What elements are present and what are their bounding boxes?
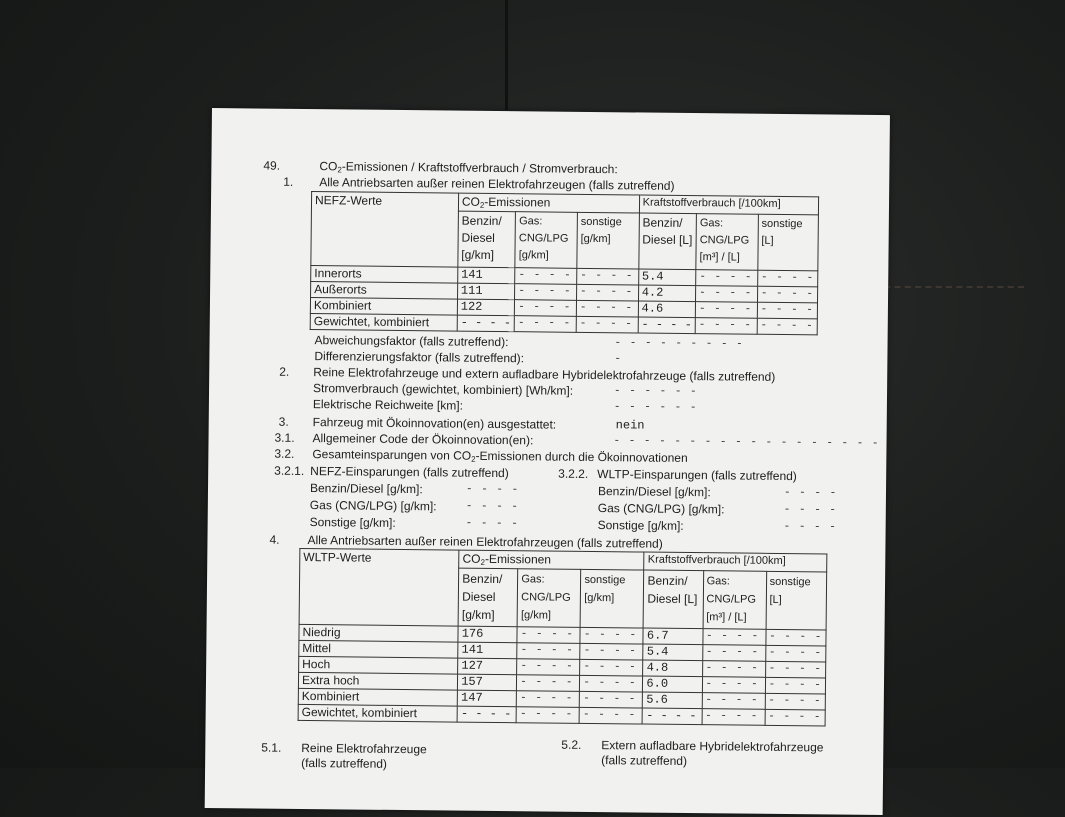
wltp-cell-sonst: - - - -: [580, 659, 643, 676]
section-3-2-2-number: 3.2.2.: [558, 466, 589, 481]
nefz-co2-header-sub: 2: [479, 200, 485, 210]
nefz-col-fuel-benzin: Benzin/ Diesel [L]: [638, 213, 696, 270]
section-1-text: Alle Antriebsarten außer reinen Elektrofahrzeugen (falls zutreffend): [319, 175, 675, 193]
nefz-cell-label: Gewichtet, kombiniert: [310, 314, 457, 332]
wltp-col-fuel-benzin: Benzin/ Diesel [L]: [644, 570, 704, 629]
wltp-cell-gas: - - - -: [517, 643, 580, 660]
seat-stitching: [874, 286, 1024, 290]
wltp-cell-sonst: - - - -: [580, 675, 643, 692]
nefz-col-gas: Gas: CNG/LPG [g/km]: [515, 212, 577, 269]
wltp-cell-fgas: - - - -: [702, 645, 765, 662]
nefz-cell-fuel: 4.2: [638, 285, 696, 302]
nefz-cell-fgas: - - - -: [695, 302, 757, 319]
section-5-1-number: 5.1.: [261, 740, 282, 755]
wltp-cell-label: Niedrig: [299, 624, 458, 642]
wltp-cell-co2: 127: [458, 658, 517, 675]
wltp-co2-header-post: -Emissionen: [484, 551, 552, 567]
wltp-co2-header: [459, 550, 644, 570]
section-3-2-2-text: WLTP-Einsparungen (falls zutreffend): [597, 467, 797, 484]
nefz-cell-gas: - - - -: [515, 268, 577, 285]
wltp-cell-fuel: 6.7: [643, 628, 702, 645]
wltp-cell-sonst: - - - -: [580, 643, 643, 660]
nefz-table-body: [310, 266, 818, 335]
wltp-cell-label: Mittel: [299, 640, 458, 658]
stromverbrauch-value: - - - - - -: [613, 385, 698, 399]
wltp-cell-fgas: - - - -: [702, 661, 765, 678]
wltp-cell-co2: 157: [458, 674, 517, 691]
section-1-number: 1.: [283, 174, 294, 189]
savings-left-label: Benzin/Diesel [g/km]:: [309, 481, 423, 497]
nefz-cell-fsonst: - - - -: [757, 318, 817, 335]
nefz-cell-label: Kombiniert: [310, 298, 457, 316]
savings-right-label: Benzin/Diesel [g/km]:: [597, 484, 711, 500]
section-3-2-1-text: NEFZ-Einsparungen (falls zutreffend): [310, 464, 509, 481]
nefz-cell-fsonst: - - - -: [757, 286, 817, 303]
section-2-text: Reine Elektrofahrzeuge und extern aufladbare Hybridelektrofahrzeuge (falls zutreffend): [313, 365, 776, 384]
nefz-co2-header-post: -Emissionen: [484, 194, 551, 210]
wltp-col-sonst: sonstige [g/km]: [580, 569, 644, 628]
nefz-co2-header-pre: CO: [461, 194, 480, 209]
wltp-cell-fgas: - - - -: [702, 709, 765, 726]
savings-right-label: Sonstige [g/km]:: [597, 518, 684, 533]
nefz-cell-fsonst: - - - -: [757, 270, 817, 287]
wltp-cell-fgas: - - - -: [702, 629, 765, 646]
wltp-col-gas: Gas: CNG/LPG [g/km]: [517, 569, 581, 628]
section-5-2-text: Extern aufladbare Hybridelektrofahrzeuge: [601, 738, 824, 755]
differenz-label: Differenzierungsfaktor (falls zutreffend):: [314, 349, 525, 366]
nefz-label: NEFZ-Werte: [314, 193, 383, 208]
savings-right-value: - - - -: [783, 487, 838, 500]
wltp-cell-gas: - - - -: [516, 707, 579, 724]
wltp-cell-fsonst: - - - -: [765, 693, 826, 710]
nefz-cell-gas: - - - -: [515, 284, 577, 301]
nefz-cell-sonst: - - - -: [576, 300, 638, 317]
nefz-cell-sonst: - - - -: [576, 284, 638, 301]
nefz-cell-fgas: - - - -: [696, 270, 758, 287]
seat-seam: [505, 0, 508, 110]
nefz-cell-gas: - - - -: [514, 316, 576, 333]
wltp-cell-label: Extra hoch: [298, 672, 457, 690]
abweichung-value: - - - - - - - - -: [614, 337, 744, 351]
section-49-title-sub: 2: [337, 165, 342, 175]
section-5-1-text2: (falls zutreffend): [301, 755, 388, 771]
nefz-cell-co2: - - - -: [457, 315, 515, 332]
section-49-number: 49.: [263, 158, 281, 173]
wltp-co2-header-pre: CO: [462, 551, 481, 566]
wltp-cell-gas: - - - -: [517, 675, 580, 692]
section-3-2-text-pre: Gesamteinsparungen von CO: [312, 447, 472, 463]
wltp-table-body: [298, 624, 826, 726]
savings-right-value: - - - -: [783, 504, 838, 517]
wltp-cell-label: Hoch: [299, 656, 458, 674]
wltp-label-cell: [299, 548, 459, 626]
nefz-cell-co2: 111: [457, 283, 515, 300]
nefz-fuel-header: Kraftstoffverbrauch [/100km]: [639, 195, 819, 215]
section-5-2-text2: (falls zutreffend): [601, 753, 688, 769]
wltp-cell-gas: - - - -: [517, 627, 580, 644]
wltp-cell-sonst: - - - -: [580, 691, 643, 708]
wltp-cell-gas: - - - -: [517, 659, 580, 676]
section-49-title-pre: CO: [319, 159, 338, 174]
nefz-cell-gas: - - - -: [515, 300, 577, 317]
wltp-cell-fsonst: - - - -: [765, 661, 826, 678]
section-3-1-number: 3.1.: [274, 430, 295, 445]
nefz-cell-fgas: - - - -: [696, 286, 758, 303]
wltp-cell-fsonst: - - - -: [765, 709, 826, 726]
nefz-co2-header: [458, 193, 639, 213]
section-3-1-text: Allgemeiner Code der Ökoinnovation(en):: [312, 431, 534, 448]
section-3-2-number: 3.2.: [274, 446, 295, 461]
nefz-cell-sonst: - - - -: [576, 316, 638, 333]
reichweite-label: Elektrische Reichweite [km]:: [312, 397, 464, 413]
nefz-cell-fgas: - - - -: [695, 318, 757, 335]
section-4-text: Alle Antriebsarten außer reinen Elektrofahrzeugen (falls zutreffend): [307, 533, 663, 551]
nefz-cell-co2: 122: [457, 299, 515, 316]
wltp-cell-fsonst: - - - -: [766, 629, 827, 646]
nefz-cell-fuel: - - - -: [638, 317, 696, 334]
nefz-cell-fuel: 4.6: [638, 301, 696, 318]
wltp-cell-fsonst: - - - -: [765, 645, 826, 662]
wltp-table: [298, 548, 828, 727]
nefz-col-fuel-gas: Gas: CNG/LPG [m³] / [L]: [696, 214, 758, 271]
wltp-cell-fsonst: - - - -: [765, 677, 826, 694]
wltp-cell-label: Kombiniert: [298, 688, 457, 706]
wltp-col-benzin: Benzin/ Diesel [g/km]: [458, 568, 518, 627]
nefz-cell-co2: 141: [458, 267, 516, 284]
section-5-2-number: 5.2.: [561, 737, 582, 752]
section-4-number: 4.: [269, 532, 280, 547]
wltp-cell-fgas: - - - -: [702, 693, 765, 710]
section-3-text: Fahrzeug mit Ökoinnovation(en) ausgestattet:: [312, 415, 557, 432]
section-3-value: nein: [615, 418, 645, 433]
savings-left-value: - - - -: [465, 500, 520, 514]
nefz-label-cell: [311, 192, 459, 268]
savings-left-label: Sonstige [g/km]:: [309, 515, 396, 530]
nefz-table: [310, 191, 819, 335]
wltp-col-fuel-sonst: sonstige [L]: [766, 571, 827, 630]
wltp-cell-gas: - - - -: [517, 691, 580, 708]
wltp-cell-fuel: 6.0: [643, 676, 702, 693]
wltp-cell-fuel: 5.4: [643, 644, 702, 661]
wltp-cell-fuel: 4.8: [643, 660, 702, 677]
savings-left-value: - - - -: [465, 517, 519, 531]
savings-right-label: Gas (CNG/LPG) [g/km]:: [597, 501, 725, 517]
section-5-1-text: Reine Elektrofahrzeuge: [301, 740, 427, 757]
wltp-label: WLTP-Werte: [303, 549, 372, 565]
wltp-fuel-header: Kraftstoffverbrauch [/100km]: [644, 552, 827, 572]
savings-left-value: - - - -: [465, 483, 520, 497]
document-page: [205, 108, 1063, 815]
wltp-cell-fuel: - - - -: [643, 708, 702, 725]
abweichung-label: Abweichungsfaktor (falls zutreffend):: [314, 333, 509, 350]
nefz-col-benzin: Benzin/ Diesel [g/km]: [458, 211, 516, 268]
section-49-title-post: -Emissionen / Kraftstoffverbrauch / Stromverbrauch:: [341, 159, 618, 177]
nefz-col-sonst: sonstige [g/km]: [577, 212, 639, 269]
section-3-2-text-sub: 2: [471, 454, 476, 464]
stromverbrauch-label: Stromverbrauch (gewichtet, kombiniert) [Wh/km]:: [312, 381, 574, 398]
section-2-number: 2.: [279, 364, 290, 379]
section-3-1-value: - - - - - - - - - - - - - - - - - - - - - - - - - - - - - -: [613, 435, 1063, 452]
wltp-cell-sonst: - - - -: [580, 627, 643, 644]
wltp-cell-label: Gewichtet, kombiniert: [298, 704, 457, 722]
section-3-2-text-post: -Emissionen durch die Ökoinnovationen: [475, 448, 688, 466]
nefz-cell-label: Außerorts: [311, 282, 458, 300]
nefz-cell-sonst: - - - -: [577, 268, 639, 285]
nefz-cell-fsonst: - - - -: [757, 302, 817, 319]
differenz-value: -: [614, 353, 623, 366]
wltp-co2-header-sub: 2: [480, 557, 485, 567]
savings-left-label: Gas (CNG/LPG) [g/km]:: [309, 498, 437, 514]
nefz-cell-fuel: 5.4: [638, 269, 696, 286]
wltp-cell-co2: - - - -: [457, 706, 516, 723]
section-3-number: 3.: [278, 414, 289, 429]
wltp-cell-co2: 141: [458, 642, 517, 659]
wltp-cell-co2: 176: [458, 626, 517, 643]
wltp-cell-co2: 147: [457, 690, 516, 707]
nefz-col-fuel-sonst: sonstige [L]: [758, 214, 819, 271]
wltp-cell-fgas: - - - -: [702, 677, 765, 694]
reichweite-value: - - - - - -: [613, 401, 698, 415]
wltp-col-fuel-gas: Gas: CNG/LPG [m³] / [L]: [703, 571, 767, 630]
wltp-cell-fuel: 5.6: [643, 692, 702, 709]
nefz-cell-label: Innerorts: [311, 266, 458, 284]
wltp-cell-sonst: - - - -: [579, 707, 642, 724]
section-3-2-1-number: 3.2.1.: [274, 463, 305, 478]
savings-right-value: - - - -: [783, 521, 837, 534]
